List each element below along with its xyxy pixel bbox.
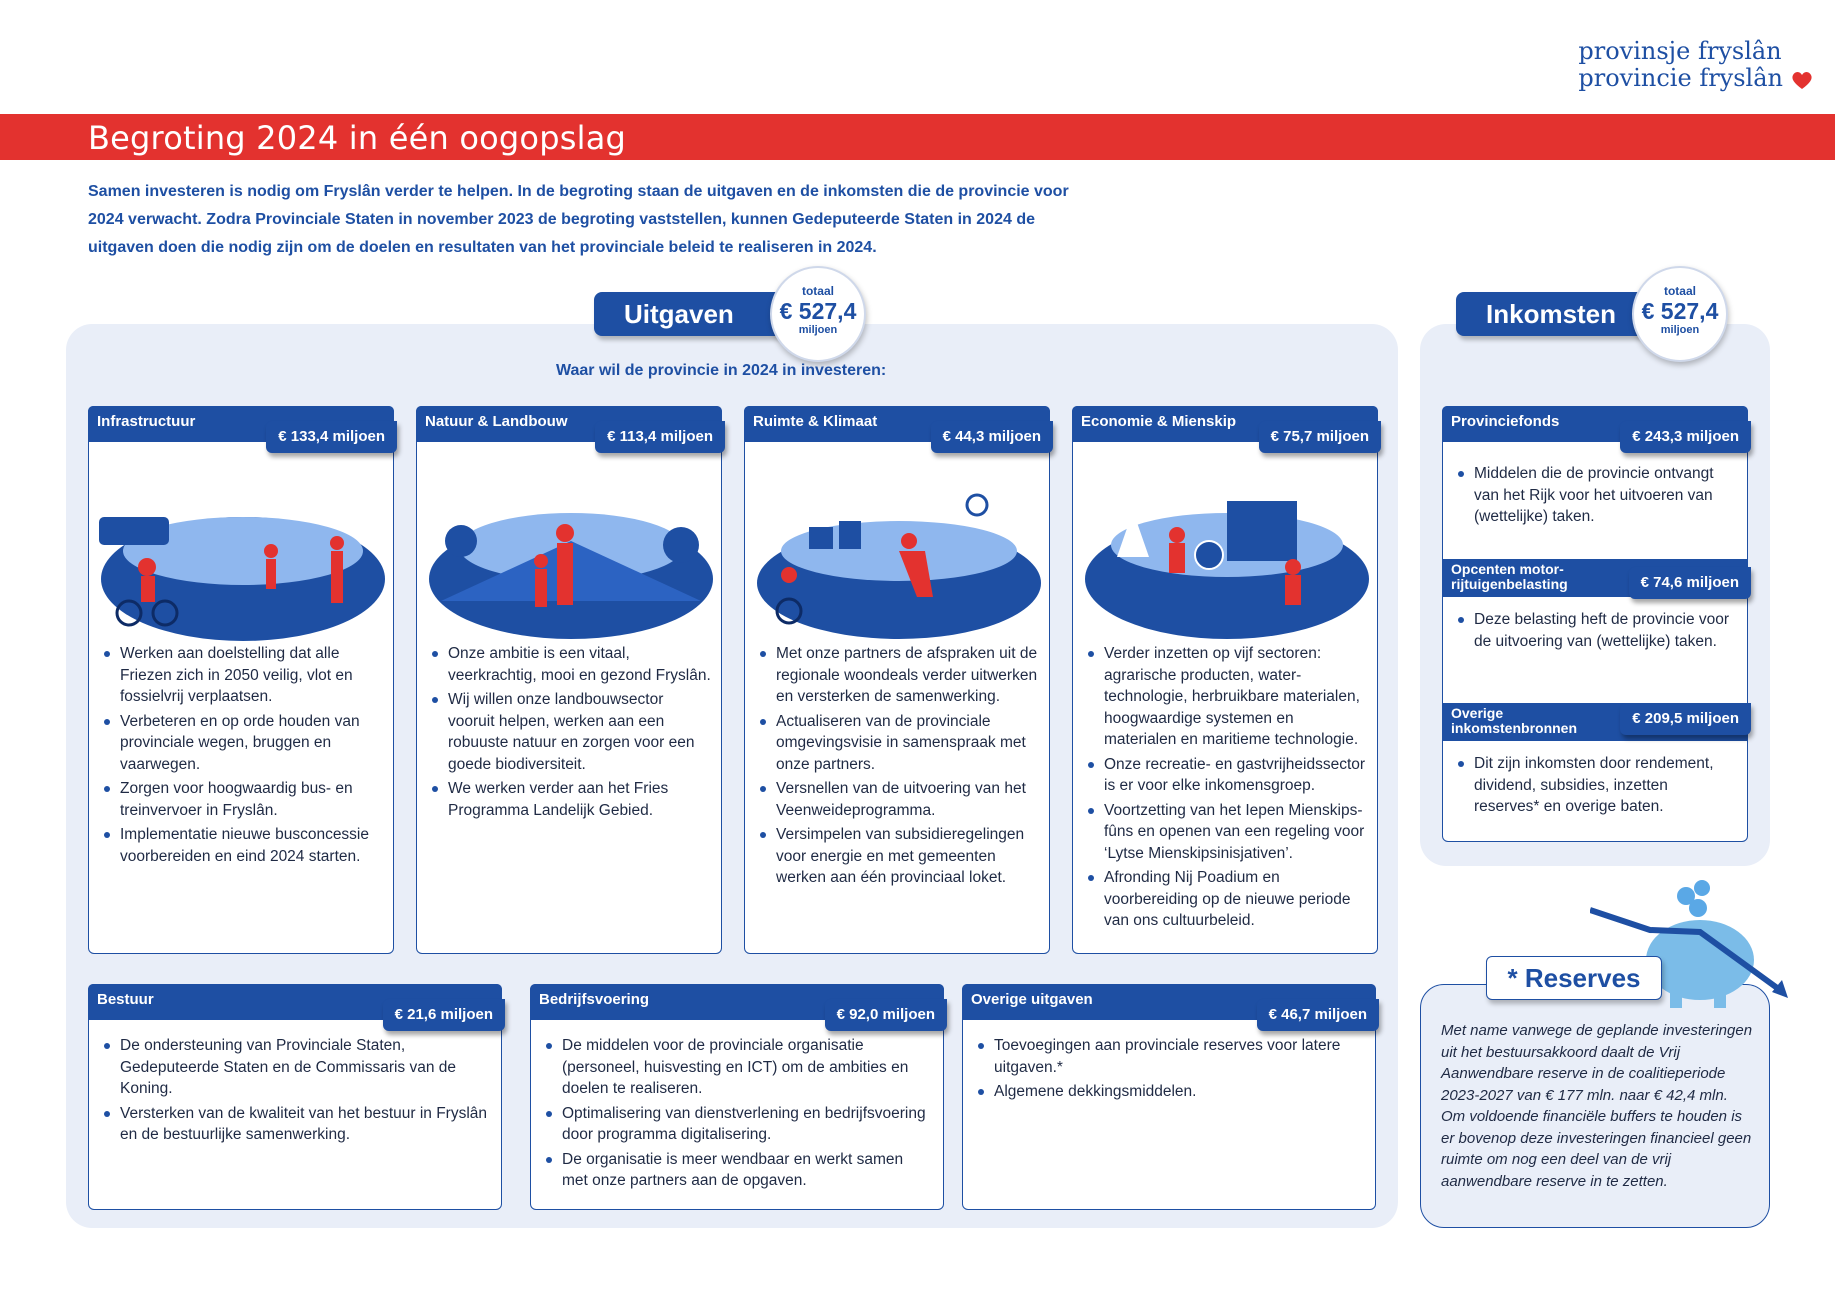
title-bar xyxy=(0,114,1835,160)
bullet: Voortzetting van het Iepen Mienskips-fûns en openen van een regeling voor ‘Lytse Mienskipsinisjativen’. xyxy=(1087,800,1367,865)
card-amount: € 21,6 miljoen xyxy=(383,999,505,1031)
bullet: Middelen die de provincie ontvangt van het Rijk voor het uitvoeren van (wettelijke) taken. xyxy=(1457,463,1737,528)
reserves-label: * Reserves xyxy=(1486,956,1662,1000)
card-title: Bedrijfsvoering xyxy=(539,991,650,1008)
inkomsten-label: Inkomsten xyxy=(1456,292,1656,336)
section-title-line-1: Overige xyxy=(1451,705,1504,721)
uitgaven-total-value: € 527,4 xyxy=(779,298,857,324)
card-natuur-landbouw xyxy=(416,406,722,954)
uitgaven-total-badge xyxy=(770,266,866,362)
card-title: Economie & Mienskip xyxy=(1081,413,1237,430)
card-bullets xyxy=(431,643,711,824)
card-bullets xyxy=(1457,753,1737,821)
section-title xyxy=(1451,706,1577,736)
card-bullets xyxy=(545,1035,933,1195)
card-bullets xyxy=(1087,643,1367,935)
card-bullets xyxy=(977,1035,1365,1106)
card-title: Bestuur xyxy=(97,991,154,1008)
section-title-line-2: inkomstenbronnen xyxy=(1451,720,1578,736)
bullet: We werken verder aan het Fries Programma Landelijk Gebied. xyxy=(431,778,711,821)
reserves-text: Met name vanwege de geplande investeringen uit het bestuursakkoord daalt de Vrij Aanwendbare reserve in de coalitieperiode 2023-2027 van € 177 mln. naar € 42,4 mln. Om voldoende financiële buffers te houden is er bovenop deze investeringen financieel geen ruimte om nog een deel van de vrij aanwendbare reserve in te zetten. xyxy=(1441,1022,1753,1190)
inkomsten-total-prefix: totaal xyxy=(1663,284,1696,298)
card-amount: € 243,3 miljoen xyxy=(1620,421,1751,453)
card-amount: € 113,4 miljoen xyxy=(595,421,725,453)
inkomsten-total-value: € 527,4 xyxy=(1641,298,1719,324)
card-bullets xyxy=(759,643,1039,892)
bullet: Werken aan doelstelling dat alle Friezen zich in 2050 veilig, vlot en fossielvrij verplaatsen. xyxy=(103,643,383,708)
bullet: Zorgen voor hoogwaardig bus- en treinvervoer in Fryslân. xyxy=(103,778,383,821)
card-amount: € 74,6 miljoen xyxy=(1629,567,1751,599)
card-title: Infrastructuur xyxy=(97,413,196,430)
logo xyxy=(1578,38,1783,92)
bullet: Versterken van de kwaliteit van het bestuur in Fryslân en de bestuurlijke samenwerking. xyxy=(103,1103,491,1146)
intro-text: Samen investeren is nodig om Fryslân verder te helpen. In de begroting staan de uitgaven en de inkomsten die de provincie voor 2024 verwacht. Zodra Provinciale Staten in november 2023 de begroting vaststellen, kunnen Gedeputeerde Staten in 2024 de uitgaven doen die nodig zijn om de doelen en resultaten van het provinciale beleid te realiseren in 2024. xyxy=(88,183,1069,256)
infrastructure-illustration xyxy=(93,471,389,641)
inkomsten-total-suffix: miljoen xyxy=(1660,324,1700,336)
page-title: Begroting 2024 in één oogopslag xyxy=(88,119,627,157)
bullet: De organisatie is meer wendbaar en werkt samen met onze partners aan de opgaven. xyxy=(545,1149,933,1192)
uitgaven-label: Uitgaven xyxy=(594,292,814,336)
bullet: Met onze partners de afspraken uit de regionale woondeals verder uitwerken en versterken de samenwerking. xyxy=(759,643,1039,708)
card-infrastructuur xyxy=(88,406,394,954)
bullet: Toevoegingen aan provinciale reserves voor latere uitgaven.* xyxy=(977,1035,1365,1078)
card-bullets xyxy=(103,1035,491,1149)
bullet: Onze ambitie is een vitaal, veerkrachtig, mooi en gezond Fryslân. xyxy=(431,643,711,686)
bullet: Dit zijn inkomsten door rendement, dividend, subsidies, inzetten reserves* en overige baten. xyxy=(1457,753,1737,818)
climate-illustration xyxy=(749,471,1045,641)
card-title: Ruimte & Klimaat xyxy=(753,413,878,430)
card-amount: € 44,3 miljoen xyxy=(931,421,1053,453)
bullet: Algemene dekkingsmiddelen. xyxy=(977,1081,1365,1103)
bullet: Versimpelen van subsidieregelingen voor energie en met gemeenten werken aan één provinciaal loket. xyxy=(759,824,1039,889)
card-amount: € 133,4 miljoen xyxy=(266,421,397,453)
bullet: Verbeteren en op orde houden van provinciale wegen, bruggen en vaarwegen. xyxy=(103,711,383,776)
economy-illustration xyxy=(1077,471,1373,641)
bullet: De ondersteuning van Provinciale Staten, Gedeputeerde Staten en de Commissaris van de Koning. xyxy=(103,1035,491,1100)
bullet: Verder inzetten op vijf sectoren: agrarische producten, water-technologie, herbruikbare materialen, hoogwaardige systemen en materialen en maritieme technologie. xyxy=(1087,643,1367,751)
card-bestuur xyxy=(88,984,502,1210)
card-bedrijfsvoering xyxy=(530,984,944,1210)
card-bullets xyxy=(103,643,383,870)
bullet: Optimalisering van dienstverlening en bedrijfsvoering door programma digitalisering. xyxy=(545,1103,933,1146)
bullet: Versnellen van de uitvoering van het Veenweideprogramma. xyxy=(759,778,1039,821)
card-amount: € 75,7 miljoen xyxy=(1259,421,1381,453)
uitgaven-total-prefix: totaal xyxy=(801,284,834,298)
card-overige-uitgaven xyxy=(962,984,1376,1210)
section-title-line-2: rijtuigenbelasting xyxy=(1451,576,1568,592)
card-title: Provinciefonds xyxy=(1451,413,1560,430)
card-ruimte-klimaat xyxy=(744,406,1050,954)
card-title: Natuur & Landbouw xyxy=(425,413,568,430)
section-title xyxy=(1451,562,1568,592)
bullet: Afronding Nij Poadium en voorbereiding op de nieuwe periode van ons cultuurbeleid. xyxy=(1087,867,1367,932)
uitgaven-total-suffix: miljoen xyxy=(798,324,838,336)
nature-illustration xyxy=(421,471,717,641)
heart-icon xyxy=(1791,70,1813,90)
card-bullets xyxy=(1457,609,1737,655)
inkomsten-total-badge xyxy=(1632,266,1728,362)
card-economie-mienskip xyxy=(1072,406,1378,954)
investment-question: Waar wil de provincie in 2024 in investeren: xyxy=(556,362,887,379)
card-amount: € 46,7 miljoen xyxy=(1257,999,1379,1031)
bullet: Deze belasting heft de provincie voor de uitvoering van (wettelijke) taken. xyxy=(1457,609,1737,652)
section-title-line-1: Opcenten motor- xyxy=(1451,561,1564,577)
bullet: De middelen voor de provinciale organisatie (personeel, huisvesting en ICT) om de ambities en doelen te realiseren. xyxy=(545,1035,933,1100)
bullet: Actualiseren van de provinciale omgevingsvisie in samenspraak met onze partners. xyxy=(759,711,1039,776)
card-title: Overige uitgaven xyxy=(971,991,1093,1008)
bullet: Implementatie nieuwe busconcessie voorbereiden en eind 2024 starten. xyxy=(103,824,383,867)
card-amount: € 92,0 miljoen xyxy=(825,999,947,1031)
card-inkomsten xyxy=(1442,406,1748,842)
card-amount: € 209,5 miljoen xyxy=(1620,703,1751,735)
card-bullets xyxy=(1457,463,1737,531)
logo-line-2: provincie fryslân xyxy=(1578,64,1783,92)
bullet: Onze recreatie- en gastvrijheidssector is er voor elke inkomensgroep. xyxy=(1087,754,1367,797)
logo-line-1: provinsje fryslân xyxy=(1578,37,1782,65)
bullet: Wij willen onze landbouwsector vooruit helpen, werken aan een robuuste natuur en zorgen voor een goede biodiversiteit. xyxy=(431,689,711,775)
